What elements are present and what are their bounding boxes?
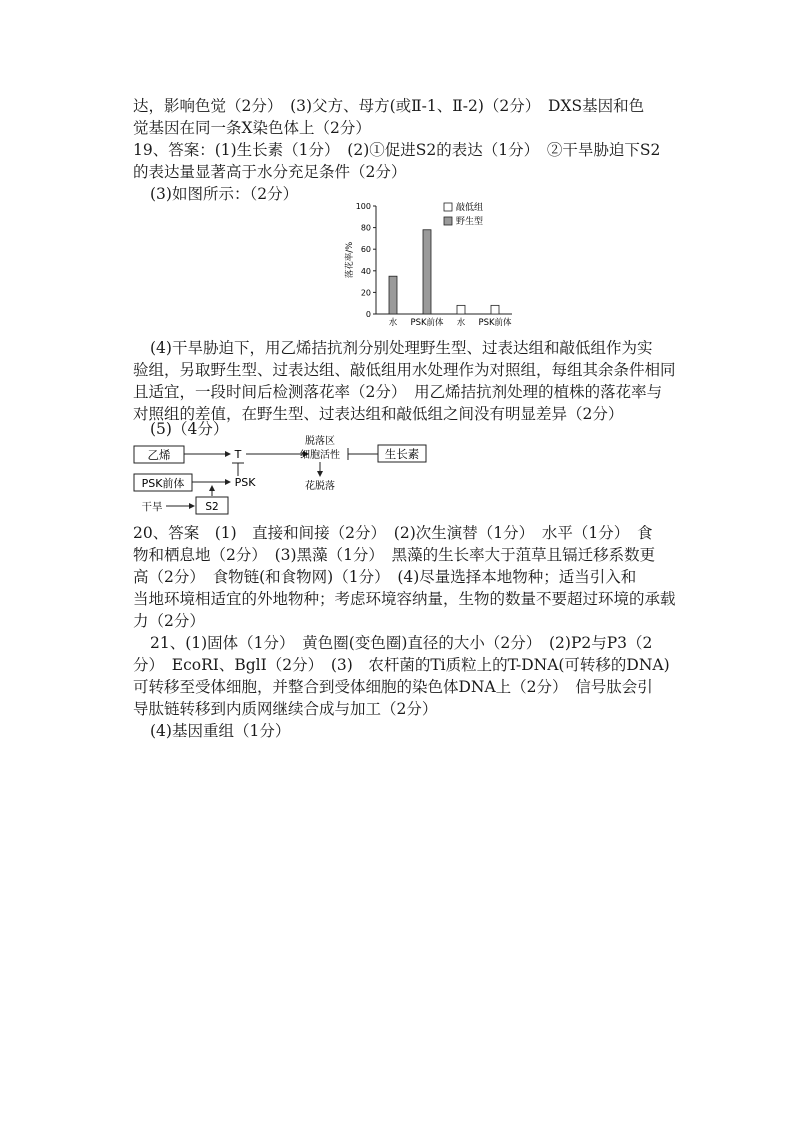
chart-bars [389, 230, 499, 314]
legend-swatch [444, 203, 452, 211]
text-line: 验组，另取野生型、过表达组、敲低组用水处理作为对照组，每组其余条件相同 [133, 361, 676, 379]
text-line: 20、答案 (1) 直接和间接（2分） (2)次生演替（1分） 水平（1分） 食 [133, 524, 653, 542]
text-line: 力（2分） [133, 612, 205, 630]
flower-drop-rate-chart [340, 198, 520, 334]
chart-legend [444, 201, 483, 227]
text-line: 且适宜，一段时间后检测落花率（2分） 用乙烯拮抗剂处理的植株的落花率与 [133, 383, 663, 401]
zone-label-2: 细胞活性 [300, 450, 340, 461]
zone-label-1: 脱落区 [305, 436, 335, 447]
x-tick-label: PSK前体 [410, 318, 444, 328]
text-line: (4)基因重组（1分） [150, 722, 291, 740]
psk-label: PSK [234, 476, 256, 489]
bar [457, 305, 465, 314]
bar [491, 305, 499, 314]
y-tick-label: 80 [360, 223, 371, 233]
text-line: (4)干旱胁迫下，用乙烯拮抗剂分别处理野生型、过表达组和敲低组作为实 [150, 339, 653, 357]
legend-swatch [444, 217, 452, 225]
text-line: 物和栖息地（2分） (3)黑藻（1分） 黑藻的生长率大于菹草且镉迁移系数更 [133, 546, 656, 564]
y-tick-label: 40 [360, 266, 371, 276]
text-line: 19、答案：(1)生长素（1分） (2)①促进S2的表达（1分） ②干旱胁迫下S2 [133, 141, 661, 159]
text-line: 导肽链转移到内质网继续合成与加工（2分） [133, 700, 438, 718]
t-label: T [234, 448, 242, 461]
x-tick-label: PSK前体 [478, 318, 512, 328]
text-line: 当地环境相适宜的外地物种；考虑环境容纳量，生物的数量不要超过环境的承载 [133, 590, 676, 608]
text-line: 觉基因在同一条X染色体上（2分） [133, 119, 371, 137]
x-tick-label: 水 [456, 318, 466, 328]
pathway-diagram [120, 434, 450, 526]
text-line: 21、(1)固体（1分） 黄色圈(变色圈)直径的大小（2分） (2)P2与P3（2 [150, 634, 653, 652]
text-line: 的表达量显著高于水分充足条件（2分） [133, 163, 407, 181]
legend-label: 野生型 [456, 217, 484, 227]
y-axis-label: 落花率/% [345, 241, 355, 279]
y-tick-label: 100 [355, 202, 371, 211]
bar [389, 276, 397, 314]
auxin-label: 生长素 [384, 447, 420, 461]
ethylene-label: 乙烯 [147, 448, 171, 462]
legend-label: 敲低组 [456, 203, 484, 213]
text-line: 达，影响色觉（2分） (3)父方、母方(或Ⅱ-1、Ⅱ-2)（2分） DXS基因和色 [133, 97, 645, 115]
y-tick-label: 0 [365, 310, 371, 319]
flower-drop-label: 花脱落 [305, 481, 335, 492]
bar [423, 230, 431, 314]
x-tick-label: 水 [388, 318, 398, 328]
y-tick-label: 20 [360, 288, 371, 298]
text-line: (5)（4分） [150, 420, 229, 438]
psk-precursor-label: PSK前体 [141, 477, 185, 490]
s2-label: S2 [205, 501, 219, 513]
text-line: 对照组的差值，在野生型、过表达组和敲低组之间没有明显差异（2分） [133, 405, 624, 423]
text-line: 可转移至受体细胞，并整合到受体细胞的染色体DNA上（2分） 信号肽会引 [133, 678, 653, 696]
text-line: 分） EcoRⅠ、BglⅠ（2分） (3) 农杆菌的Ti质粒上的T-DNA(可转移的DNA) [133, 656, 670, 674]
text-line: 高（2分） 食物链(和食物网)（1分） (4)尽量选择本地物种；适当引入和 [133, 568, 637, 586]
drought-label: 干旱 [141, 501, 163, 513]
y-tick-label: 60 [360, 245, 371, 255]
text-line: (3)如图所示：（2分） [150, 185, 299, 203]
